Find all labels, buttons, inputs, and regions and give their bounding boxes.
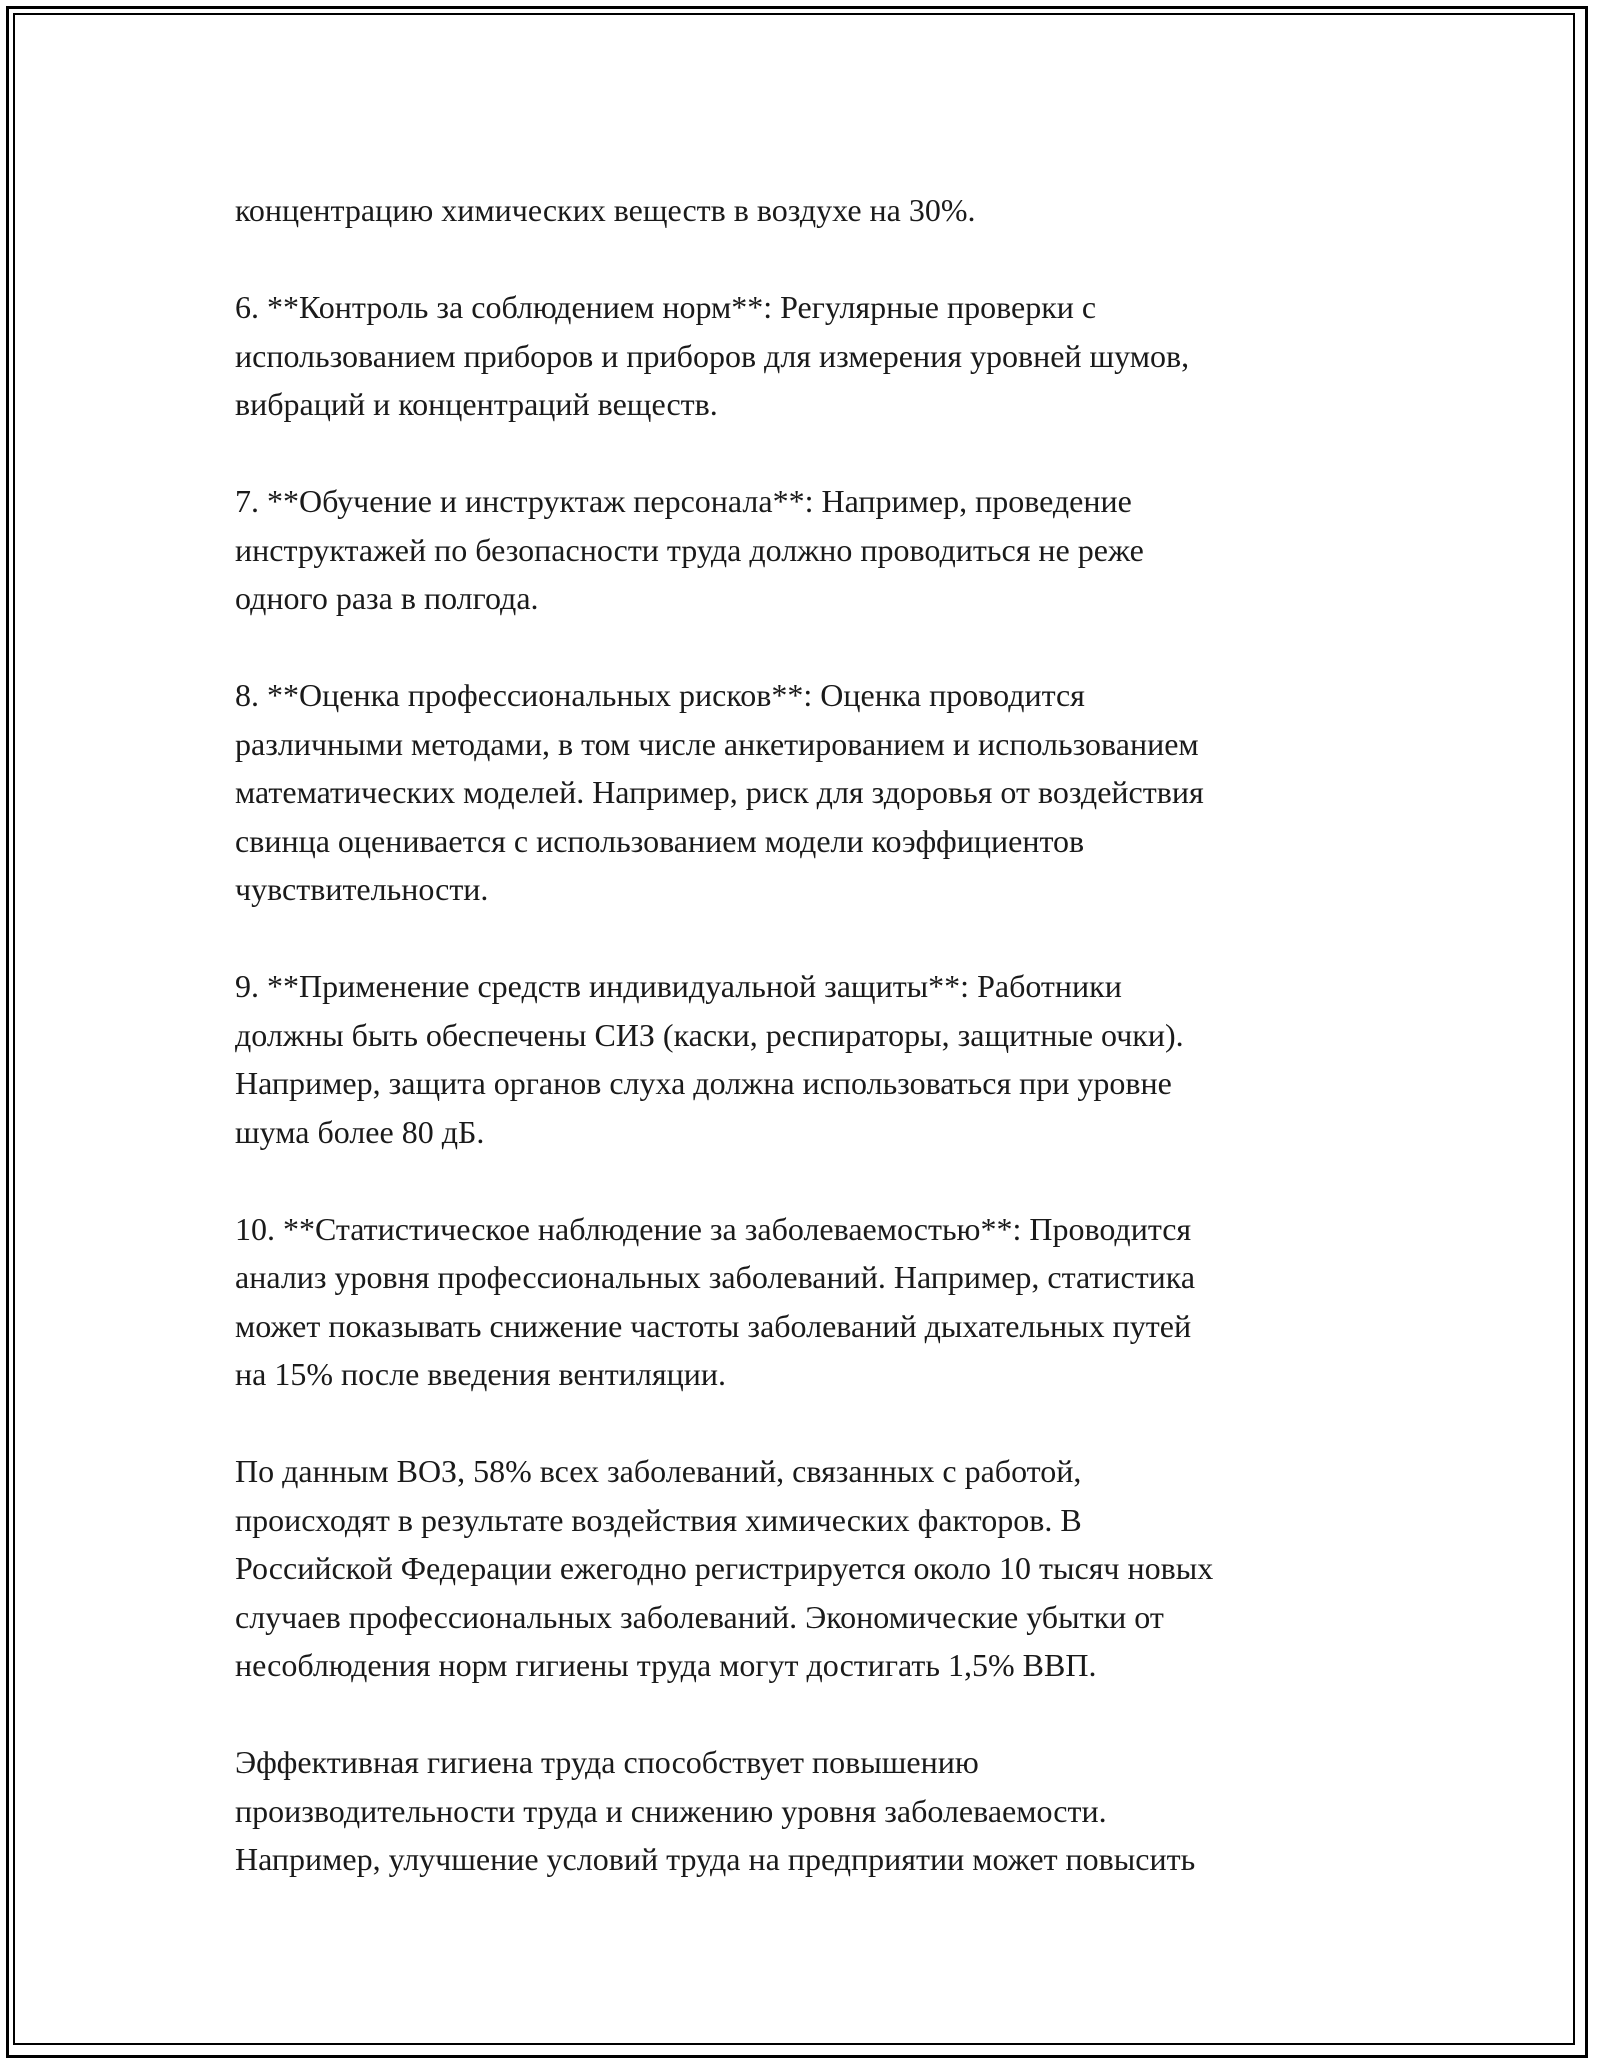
document-body bbox=[235, 186, 1385, 1884]
paragraph-item-7: 7. **Обучение и инструктаж персонала**: Например, проведение инструктажей по безопасности труда должно проводиться не реже одного раза в полгода. bbox=[235, 483, 1144, 616]
paragraph-item-8: 8. **Оценка профессиональных рисков**: Оценка проводится различными методами, в том числе анкетированием и использованием математических моделей. Например, риск для здоровья от воздействия свинца оценивается с использованием модели коэффициентов чувствительности. bbox=[235, 677, 1204, 907]
paragraph-item-10: 10. **Статистическое наблюдение за заболеваемостью**: Проводится анализ уровня профессиональных заболеваний. Например, статистика может показывать снижение частоты заболеваний дыхательных путей на 15% после введения вентиляции. bbox=[235, 1210, 1196, 1392]
paragraph-item-6: 6. **Контроль за соблюдением норм**: Регулярные проверки с использованием приборов и приборов для измерения уровней шумов, вибраций и концентраций веществ. bbox=[235, 289, 1190, 422]
paragraph-statistics: По данным ВОЗ, 58% всех заболеваний, связанных с работой, происходят в результате воздействия химических факторов. В Российской Федерации ежегодно регистрируется около 10 тысяч новых случаев профессиональных заболеваний. Экономические убытки от несоблюдения норм гигиены труда могут достигать 1,5% ВВП. bbox=[235, 1453, 1214, 1683]
paragraph-item-9: 9. **Применение средств индивидуальной защиты**: Работники должны быть обеспечены СИЗ (каски, респираторы, защитные очки). Например, защита органов слуха должна использоваться при уровне шума более 80 дБ. bbox=[235, 968, 1184, 1150]
paragraph-conclusion: Эффективная гигиена труда способствует повышению производительности труда и снижению уровня заболеваемости. Например, улучшение условий труда на предприятии может повысить bbox=[235, 1744, 1196, 1877]
paragraph-continuation: концентрацию химических веществ в воздухе на 30%. bbox=[235, 192, 976, 228]
